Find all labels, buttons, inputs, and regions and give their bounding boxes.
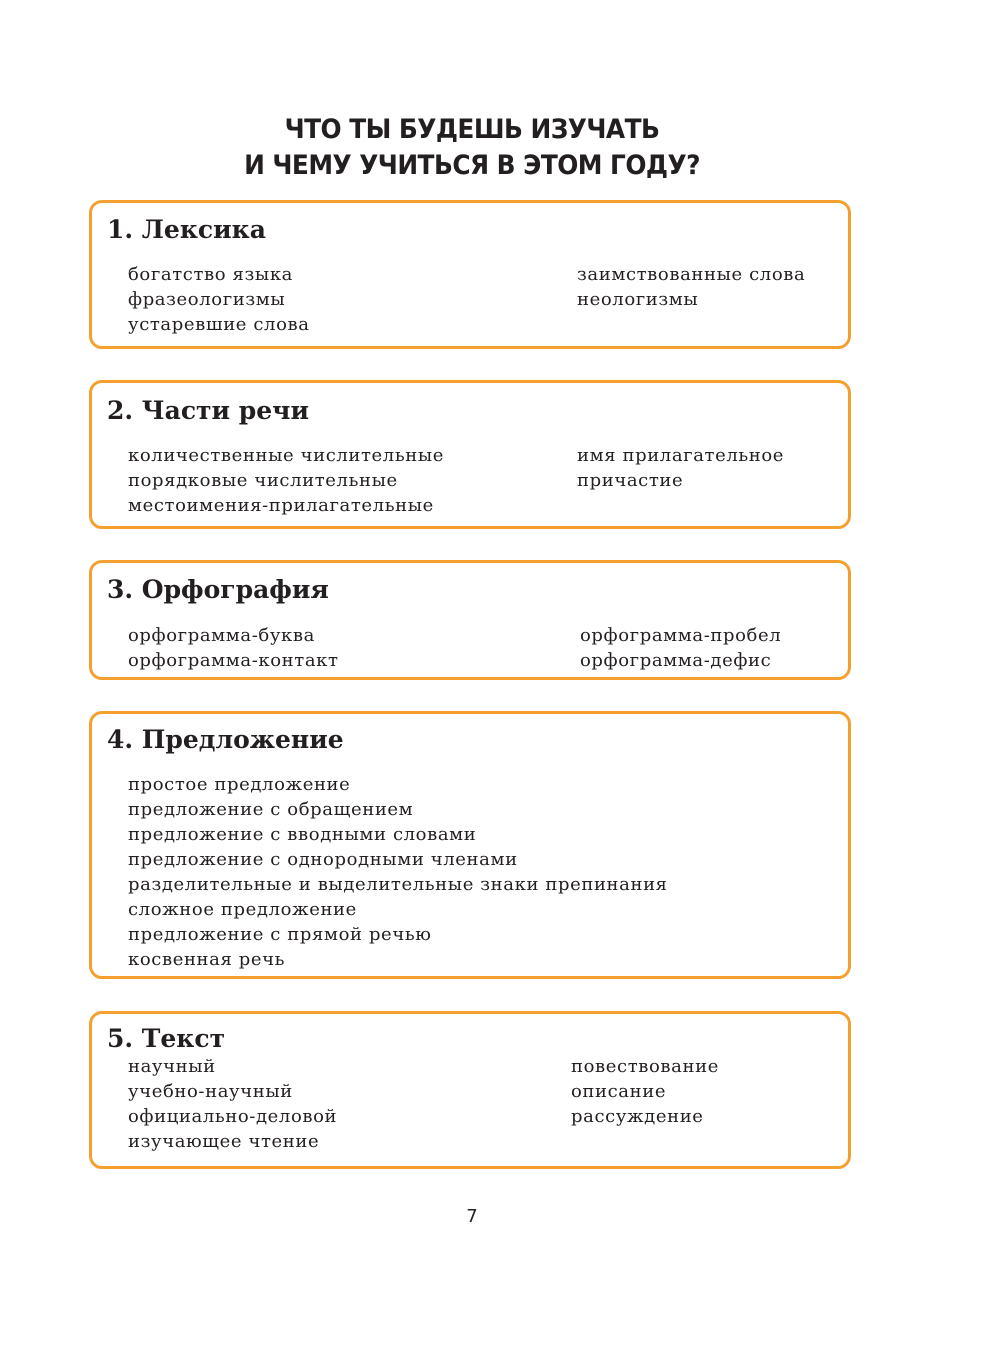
section-title: 4. Предложение [107, 725, 344, 754]
section-title: 1. Лексика [107, 215, 266, 244]
section-parts-of-speech [89, 380, 851, 529]
list-item: научный [128, 1056, 216, 1077]
page-number: 7 [466, 1206, 478, 1227]
list-item: предложение с обращением [128, 799, 414, 820]
list-item: причастие [577, 470, 684, 491]
list-item: орфограмма-контакт [128, 650, 339, 671]
list-item: сложное предложение [128, 899, 357, 920]
topic-list-left [128, 623, 339, 673]
section-text [89, 1011, 851, 1169]
list-item: орфограмма-дефис [580, 650, 772, 671]
list-item: рассуждение [571, 1106, 704, 1127]
section-orthography [89, 560, 851, 680]
list-item: предложение с прямой речью [128, 924, 432, 945]
topic-list-right [577, 262, 805, 312]
topic-list-left [128, 443, 444, 518]
list-item: учебно-научный [128, 1081, 293, 1102]
list-item: неологизмы [577, 289, 699, 310]
topic-list-right [577, 443, 784, 493]
list-item: официально-деловой [128, 1106, 338, 1127]
section-title: 3. Орфография [107, 575, 329, 604]
topic-list-left [128, 772, 668, 972]
list-item: фразеологизмы [128, 289, 286, 310]
topic-list-right [580, 623, 781, 673]
list-item: местоимения-прилагательные [128, 495, 434, 516]
topic-list-left [128, 262, 310, 337]
section-title: 2. Части речи [107, 396, 310, 425]
list-item: простое предложение [128, 774, 351, 795]
list-item: богатство языка [128, 264, 294, 285]
list-item: заимствованные слова [577, 264, 806, 285]
list-item: предложение с вводными словами [128, 824, 477, 845]
topic-list-left [128, 1054, 337, 1154]
page-title-line-2: И ЧЕМУ УЧИТЬСЯ В ЭТОМ ГОДУ? [244, 150, 700, 181]
list-item: изучающее чтение [128, 1131, 320, 1152]
list-item: устаревшие слова [128, 314, 310, 335]
section-title: 5. Текст [107, 1024, 226, 1053]
list-item: предложение с однородными членами [128, 849, 518, 870]
list-item: имя прилагательное [577, 445, 785, 466]
list-item: орфограмма-пробел [580, 625, 782, 646]
list-item: количественные числительные [128, 445, 445, 466]
list-item: орфограмма-буква [128, 625, 315, 646]
page-title [38, 112, 906, 184]
list-item: повествование [571, 1056, 719, 1077]
section-lexicon [89, 200, 851, 349]
list-item: косвенная речь [128, 949, 286, 970]
list-item: разделительные и выделительные знаки препинания [128, 874, 668, 895]
topic-list-right [571, 1054, 719, 1129]
page-title-line-1: ЧТО ТЫ БУДЕШЬ ИЗУЧАТЬ [284, 114, 660, 145]
list-item: порядковые числительные [128, 470, 398, 491]
section-sentence [89, 711, 851, 979]
list-item: описание [571, 1081, 667, 1102]
